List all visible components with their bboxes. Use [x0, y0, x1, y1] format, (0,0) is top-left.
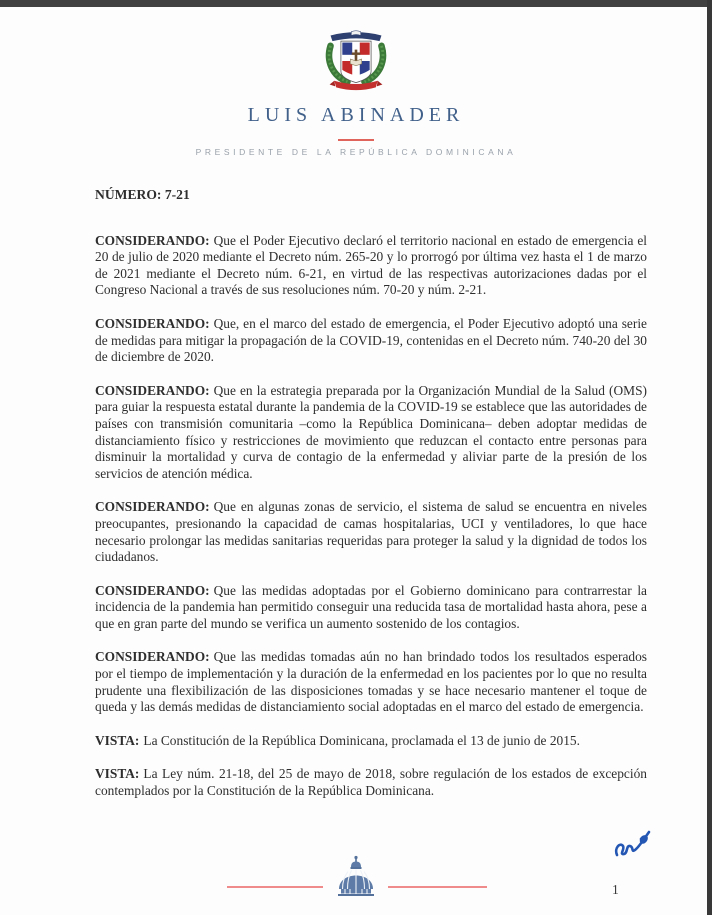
- paragraph-text: Que en la estrategia preparada por la Organización Mundial de la Salud (OMS) para guiar la respuesta estatal durante la pandemia de la COVID-19 se establece que las autoridades de países con transmisión comunitaria –como la República Dominicana– deben adoptar medidas de distanciamiento físico y restricciones de movimiento que reduzcan el contacto entre personas para disminuir la mortalidad y curva de contagio de la enfermedad y aliviar parte de la presión de los servicios de atención médica.: [95, 382, 647, 481]
- paragraph-label: CONSIDERANDO:: [95, 232, 210, 248]
- scan-edge-right: [707, 0, 712, 915]
- decree-body: [95, 187, 647, 817]
- paragraph-text: La Ley núm. 21-18, del 25 de mayo de 2018, sobre regulación de los estados de excepción contemplados por la Constitución de la República Dominicana.: [95, 766, 647, 799]
- paragraph-text: La Constitución de la República Dominicana, proclamada el 13 de junio de 2015.: [143, 732, 580, 748]
- scan-edge-top: [0, 0, 712, 7]
- footer-rule-right: [388, 886, 487, 888]
- vista-paragraph: [95, 733, 647, 750]
- name-accent-rule: [338, 139, 374, 141]
- vista-paragraph: [95, 766, 647, 799]
- considerando-paragraph: [95, 233, 647, 299]
- paragraph-text: Que en algunas zonas de servicio, el sistema de salud se encuentra en niveles preocupantes, presionando la capacidad de camas hospitalarias, UCI y ventiladores, lo que hace necesario prolongar las medidas sanitarias requeridas para proteger la salud y la dignidad de todos los ciudadanos.: [95, 499, 647, 565]
- paragraph-text: Que el Poder Ejecutivo declaró el territorio nacional en estado de emergencia el 20 de julio de 2020 mediante el Decreto núm. 265-20 y lo prorrogó por última vez hasta el 1 de marzo de 2021 mediante el Decreto núm. 6-21, en virtud de las respectivas autorizaciones dadas por el Congreso Nacional a través de sus resoluciones núm. 70-20 y núm. 2-21.: [95, 232, 647, 298]
- page-number: 1: [612, 882, 619, 897]
- president-subtitle: PRESIDENTE DE LA REPÚBLICA DOMINICANA: [195, 147, 517, 157]
- pen-initial-mark: [613, 829, 651, 861]
- dominican-coat-of-arms-icon: [323, 27, 389, 93]
- paragraph-label: VISTA:: [95, 732, 140, 748]
- considerando-paragraph: [95, 316, 647, 366]
- palace-dome-icon: [334, 855, 378, 899]
- president-name: LUIS ABINADER: [247, 104, 465, 126]
- paragraph-label: CONSIDERANDO:: [95, 499, 210, 515]
- decree-number: NÚMERO: 7-21: [95, 187, 190, 202]
- paragraph-label: CONSIDERANDO:: [95, 649, 210, 665]
- considerando-paragraph: [95, 499, 647, 565]
- paragraph-label: CONSIDERANDO:: [95, 382, 210, 398]
- paragraph-label: CONSIDERANDO:: [95, 582, 210, 598]
- considerando-paragraph: [95, 649, 647, 715]
- paragraph-text: Que las medidas adoptadas por el Gobierno dominicano para contrarrestar la incidencia de la pandemia han permitido conseguir una reducida tasa de mortalidad hasta ahora, pese a que en gran parte del mundo se verifica un aumento sostenido de los contagios.: [95, 582, 647, 631]
- paragraph-label: VISTA:: [95, 766, 140, 782]
- paragraph-label: CONSIDERANDO:: [95, 315, 210, 331]
- paragraph-text: Que, en el marco del estado de emergencia, el Poder Ejecutivo adoptó una serie de medidas para mitigar la propagación de la COVID-19, contenidas en el Decreto núm. 740-20 del 30 de diciembre de 2020.: [95, 315, 647, 365]
- paragraph-text: Que las medidas tomadas aún no han brindado todos los resultados esperados por el tiempo de implementación y la duración de la enfermedad en los pacientes por lo que no resulta prudente una flexibilización de las disposiciones tomadas y se hace necesario mantener el toque de queda y las demás medidas de distanciamiento social adoptadas en el marco del estado de emergencia.: [95, 649, 647, 715]
- considerando-paragraph: [95, 583, 647, 633]
- considerando-paragraph: [95, 383, 647, 483]
- footer-rule-left: [227, 886, 323, 888]
